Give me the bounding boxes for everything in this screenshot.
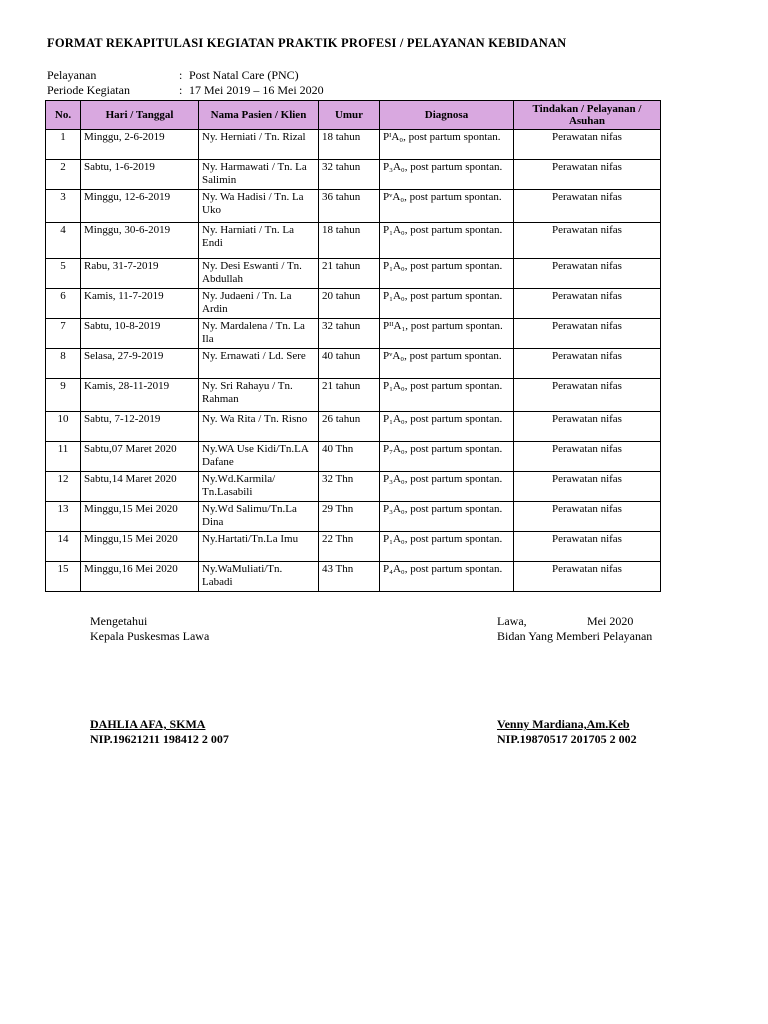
row-tindakan-cell: Perawatan nifas [514, 289, 661, 319]
table-row [46, 532, 661, 562]
row-umur-cell: 32 tahun [319, 319, 380, 349]
row-diagnosa-cell: P₃A₀, post partum spontan. [380, 160, 514, 190]
row-no-cell: 14 [46, 532, 81, 562]
row-umur-cell: 22 Thn [319, 532, 380, 562]
row-tindakan-cell: Perawatan nifas [514, 412, 661, 442]
row-nama-cell: Ny. Mardalena / Tn. La Ila [199, 319, 319, 349]
row-no-cell: 2 [46, 160, 81, 190]
row-nama-cell: Ny. Wa Rita / Tn. Risno [199, 412, 319, 442]
row-hari-cell: Minggu, 12-6-2019 [81, 190, 199, 223]
row-umur-cell: 29 Thn [319, 502, 380, 532]
row-no-cell: 8 [46, 349, 81, 379]
row-no-cell: 15 [46, 562, 81, 592]
row-umur-cell: 32 Thn [319, 472, 380, 502]
pelayanan-separator: : [179, 68, 183, 82]
row-hari-cell: Rabu, 31-7-2019 [81, 259, 199, 289]
row-diagnosa-cell: P₁A₀, post partum spontan. [380, 223, 514, 259]
row-umur-cell: 21 tahun [319, 379, 380, 412]
row-diagnosa-cell: P₄A₀, post partum spontan. [380, 562, 514, 592]
table-row [46, 442, 661, 472]
row-nama-cell: Ny. Harniati / Tn. La Endi [199, 223, 319, 259]
table-row [46, 412, 661, 442]
row-nama-cell: Ny. Ernawati / Ld. Sere [199, 349, 319, 379]
table-row [46, 379, 661, 412]
table-row [46, 319, 661, 349]
row-no-cell: 5 [46, 259, 81, 289]
row-hari-cell: Minggu,16 Mei 2020 [81, 562, 199, 592]
row-no-cell: 11 [46, 442, 81, 472]
row-umur-cell: 32 tahun [319, 160, 380, 190]
row-tindakan-cell: Perawatan nifas [514, 502, 661, 532]
sig-left-jabatan: Kepala Puskesmas Lawa [90, 629, 210, 643]
row-tindakan-cell: Perawatan nifas [514, 319, 661, 349]
pelayanan-value: Post Natal Care (PNC) [189, 68, 299, 82]
row-nama-cell: Ny. Harmawati / Tn. La Salimin [199, 160, 319, 190]
row-nama-cell: Ny.Wd Salimu/Tn.La Dina [199, 502, 319, 532]
header-hari-tanggal: Hari / Tanggal [81, 101, 199, 130]
row-tindakan-cell: Perawatan nifas [514, 259, 661, 289]
row-nama-cell: Ny.Wd.Karmila/ Tn.Lasabili [199, 472, 319, 502]
row-hari-cell: Kamis, 11-7-2019 [81, 289, 199, 319]
row-diagnosa-cell: P₃A₀, post partum spontan. [380, 472, 514, 502]
row-tindakan-cell: Perawatan nifas [514, 532, 661, 562]
row-no-cell: 12 [46, 472, 81, 502]
row-tindakan-cell: Perawatan nifas [514, 223, 661, 259]
header-umur: Umur [319, 101, 380, 130]
sig-left-name: DAHLIA AFA, SKMA [90, 717, 206, 731]
table-row [46, 160, 661, 190]
sig-left-mengetahui: Mengetahui [90, 614, 148, 628]
sig-right-jabatan: Bidan Yang Memberi Pelayanan [497, 629, 653, 643]
table-header-row [46, 101, 661, 130]
meta-pelayanan [47, 68, 299, 83]
row-no-cell: 1 [46, 130, 81, 160]
row-hari-cell: Sabtu, 7-12-2019 [81, 412, 199, 442]
row-nama-cell: Ny.Hartati/Tn.La Imu [199, 532, 319, 562]
sig-right-name: Venny Mardiana,Am.Keb [497, 717, 630, 731]
row-no-cell: 4 [46, 223, 81, 259]
row-hari-cell: Minggu,15 Mei 2020 [81, 502, 199, 532]
row-tindakan-cell: Perawatan nifas [514, 379, 661, 412]
row-no-cell: 13 [46, 502, 81, 532]
row-nama-cell: Ny. Desi Eswanti / Tn. Abdullah [199, 259, 319, 289]
periode-value: 17 Mei 2019 – 16 Mei 2020 [189, 83, 324, 97]
row-nama-cell: Ny.WaMuliati/Tn. Labadi [199, 562, 319, 592]
table-row [46, 259, 661, 289]
row-hari-cell: Minggu, 2-6-2019 [81, 130, 199, 160]
row-umur-cell: 20 tahun [319, 289, 380, 319]
meta-periode [47, 83, 324, 98]
row-umur-cell: 26 tahun [319, 412, 380, 442]
row-diagnosa-cell: PᵛA₀, post partum spontan. [380, 349, 514, 379]
row-diagnosa-cell: P₁A₀, post partum spontan. [380, 412, 514, 442]
table-row [46, 190, 661, 223]
row-hari-cell: Minggu,15 Mei 2020 [81, 532, 199, 562]
header-nama-pasien: Nama Pasien / Klien [199, 101, 319, 130]
row-umur-cell: 18 tahun [319, 223, 380, 259]
row-diagnosa-cell: P₁A₀, post partum spontan. [380, 259, 514, 289]
header-tindakan: Tindakan / Pelayanan / Asuhan [514, 101, 661, 130]
sig-right-date: Mei 2020 [587, 614, 634, 628]
table-row [46, 502, 661, 532]
row-diagnosa-cell: PᴵA₀, post partum spontan. [380, 130, 514, 160]
row-no-cell: 10 [46, 412, 81, 442]
sig-right-place: Lawa, [497, 614, 527, 628]
row-hari-cell: Sabtu,14 Maret 2020 [81, 472, 199, 502]
row-tindakan-cell: Perawatan nifas [514, 442, 661, 472]
row-nama-cell: Ny.WA Use Kidi/Tn.LA Dafane [199, 442, 319, 472]
periode-label: Periode Kegiatan [47, 83, 130, 97]
row-tindakan-cell: Perawatan nifas [514, 472, 661, 502]
row-umur-cell: 36 tahun [319, 190, 380, 223]
row-hari-cell: Selasa, 27-9-2019 [81, 349, 199, 379]
header-no: No. [46, 101, 81, 130]
row-diagnosa-cell: P₇A₀, post partum spontan. [380, 442, 514, 472]
row-nama-cell: Ny. Wa Hadisi / Tn. La Uko [199, 190, 319, 223]
row-nama-cell: Ny. Judaeni / Tn. La Ardin [199, 289, 319, 319]
document-title: FORMAT REKAPITULASI KEGIATAN PRAKTIK PROFESI / PELAYANAN KEBIDANAN [47, 36, 567, 50]
row-tindakan-cell: Perawatan nifas [514, 160, 661, 190]
row-hari-cell: Sabtu, 10-8-2019 [81, 319, 199, 349]
row-tindakan-cell: Perawatan nifas [514, 349, 661, 379]
row-diagnosa-cell: P₁A₀, post partum spontan. [380, 289, 514, 319]
row-hari-cell: Minggu, 30-6-2019 [81, 223, 199, 259]
table-row [46, 349, 661, 379]
row-diagnosa-cell: P₁A₀, post partum spontan. [380, 379, 514, 412]
row-no-cell: 9 [46, 379, 81, 412]
row-diagnosa-cell: P₁A₀, post partum spontan. [380, 532, 514, 562]
row-umur-cell: 18 tahun [319, 130, 380, 160]
row-diagnosa-cell: P₃A₀, post partum spontan. [380, 502, 514, 532]
sig-right-nip: NIP.19870517 201705 2 002 [497, 732, 637, 746]
table-row [46, 472, 661, 502]
row-no-cell: 3 [46, 190, 81, 223]
row-umur-cell: 40 tahun [319, 349, 380, 379]
row-nama-cell: Ny. Herniati / Tn. Rizal [199, 130, 319, 160]
row-tindakan-cell: Perawatan nifas [514, 130, 661, 160]
row-umur-cell: 40 Thn [319, 442, 380, 472]
row-tindakan-cell: Perawatan nifas [514, 562, 661, 592]
row-hari-cell: Kamis, 28-11-2019 [81, 379, 199, 412]
pelayanan-label: Pelayanan [47, 68, 97, 82]
row-umur-cell: 43 Thn [319, 562, 380, 592]
table-row [46, 562, 661, 592]
table-row [46, 289, 661, 319]
periode-separator: : [179, 83, 183, 97]
table-row [46, 130, 661, 160]
row-diagnosa-cell: PᴵᴵA₁, post partum spontan. [380, 319, 514, 349]
row-hari-cell: Sabtu, 1-6-2019 [81, 160, 199, 190]
row-nama-cell: Ny. Sri Rahayu / Tn. Rahman [199, 379, 319, 412]
row-hari-cell: Sabtu,07 Maret 2020 [81, 442, 199, 472]
row-tindakan-cell: Perawatan nifas [514, 190, 661, 223]
table-row [46, 223, 661, 259]
header-diagnosa: Diagnosa [380, 101, 514, 130]
rekap-table [45, 100, 661, 592]
row-umur-cell: 21 tahun [319, 259, 380, 289]
row-no-cell: 6 [46, 289, 81, 319]
row-no-cell: 7 [46, 319, 81, 349]
row-diagnosa-cell: PᵛA₀, post partum spontan. [380, 190, 514, 223]
sig-left-nip: NIP.19621211 198412 2 007 [90, 732, 229, 746]
